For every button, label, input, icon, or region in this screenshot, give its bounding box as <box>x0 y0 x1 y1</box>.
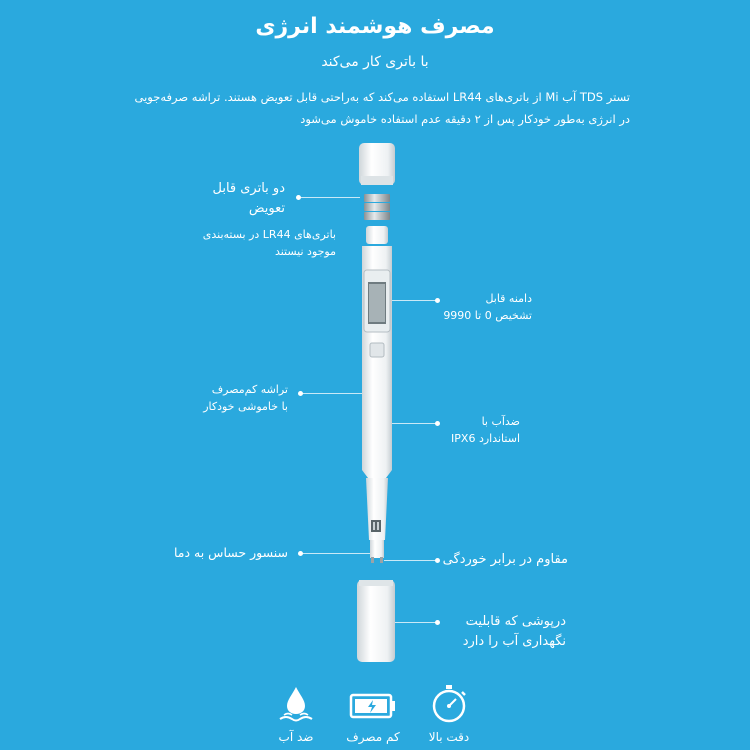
chip-leader-line <box>300 393 362 394</box>
callout-batteries <box>212 179 285 219</box>
batteries-leader-dot <box>296 195 301 200</box>
range-leader-dot <box>435 298 440 303</box>
callout-waterproof <box>442 413 520 447</box>
callout-cap-line-1: درپوشی که قابلیت <box>465 614 566 629</box>
feature-accuracy-label: دقت بالا <box>428 730 470 744</box>
sensor-leader-line <box>300 553 370 554</box>
corrosion-leader-line <box>384 560 436 561</box>
callout-lr44-note <box>203 226 336 260</box>
bottom-cap <box>357 580 395 662</box>
sensor-leader-dot <box>298 551 303 556</box>
cap-leader-dot <box>435 620 440 625</box>
callout-batteries-line-1: دو باتری قابل <box>212 181 285 196</box>
callout-waterproof-line-2: استاندارد IPX6 <box>451 432 520 445</box>
top-cap <box>359 143 395 185</box>
description-line-2: در انرژی به‌طور خودکار پس از ۲ دقیقه عدم استفاده خاموش می‌شود <box>300 112 630 126</box>
batteries-leader-line <box>298 197 360 198</box>
description-line-1: تستر TDS آب Mi از باتری‌های LR44 استفاده می‌کند که به‌راحتی قابل تعویض هستند. تراشه صرفه‌جویی <box>134 90 630 104</box>
callout-cap <box>442 612 566 652</box>
callout-range-line-2: تشخیص 0 تا 9990 <box>443 309 532 322</box>
feature-low-power-label: کم مصرف <box>346 730 400 744</box>
battery-icon <box>343 685 403 725</box>
waterproof-leader-line <box>392 423 436 424</box>
callout-waterproof-line-1: ضدآب با <box>481 415 520 428</box>
callout-sensor: سنسور حساس به دما <box>173 545 288 560</box>
page-subtitle: با باتری کار می‌کند <box>321 54 429 70</box>
callout-range-line-1: دامنه قابل <box>485 292 532 305</box>
probe <box>366 478 388 563</box>
water-drop-icon <box>266 685 326 725</box>
feature-waterproof-label: ضد آب <box>278 730 314 744</box>
callout-range <box>442 290 532 324</box>
callout-batteries-line-2: تعویض <box>248 201 285 216</box>
cap-leader-line <box>395 622 436 623</box>
page-title: مصرف هوشمند انرژی <box>255 14 495 39</box>
waterproof-leader-dot <box>435 421 440 426</box>
callout-chip-line-1: تراشه کم‌مصرف <box>211 383 288 396</box>
callout-lr44-line-1: باتری‌های LR44 در بسته‌بندی <box>202 228 336 241</box>
callout-lr44-line-2: موجود نیستند <box>274 245 336 258</box>
stopwatch-icon <box>419 685 479 725</box>
pen-body <box>362 226 392 478</box>
callout-corrosion: مقاوم در برابر خوردگی <box>442 552 568 567</box>
battery-stack <box>364 194 390 220</box>
chip-leader-dot <box>298 391 303 396</box>
corrosion-leader-dot <box>435 558 440 563</box>
callout-chip <box>203 381 288 415</box>
range-leader-line <box>392 300 436 301</box>
callout-cap-line-2: نگهداری آب را دارد <box>462 634 566 649</box>
callout-chip-line-2: با خاموشی خودکار <box>203 400 288 413</box>
